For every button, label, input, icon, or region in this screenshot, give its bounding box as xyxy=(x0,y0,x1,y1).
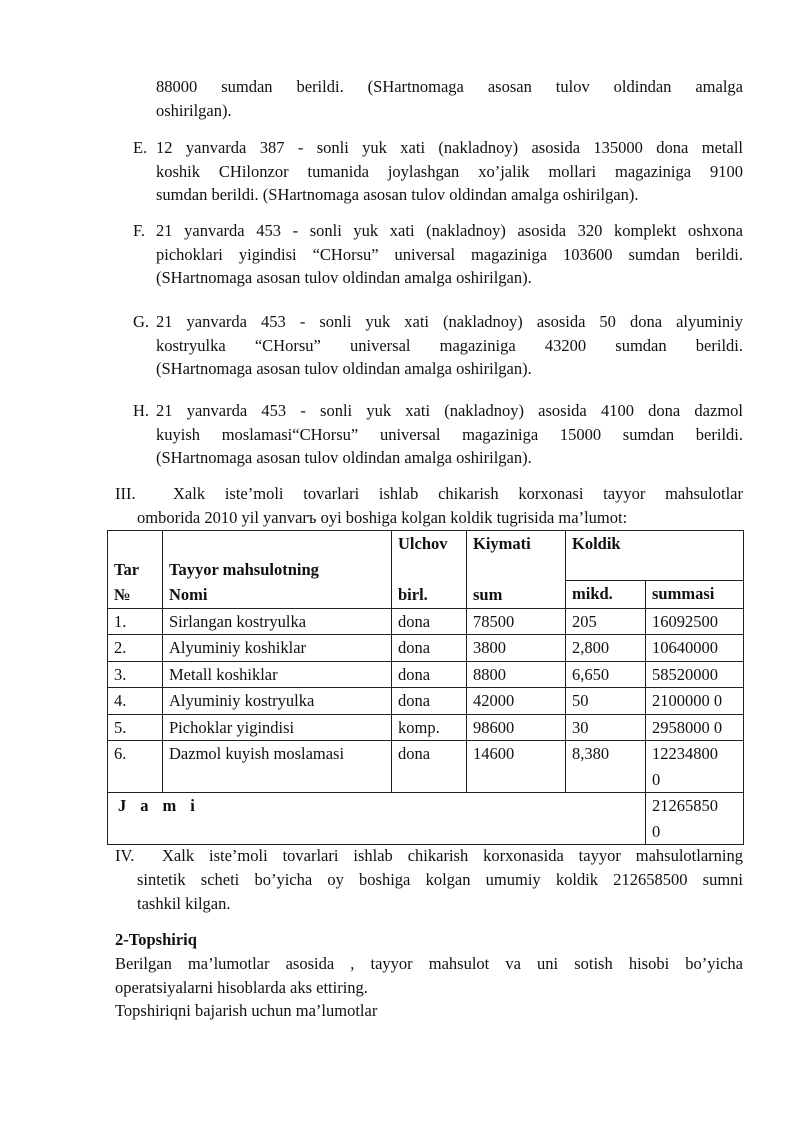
section-4-rest xyxy=(137,868,743,915)
row-5-unit: komp. xyxy=(392,714,467,741)
section-4-line-1-wrap xyxy=(162,844,743,868)
item-e-paragraph xyxy=(156,136,743,207)
row-5-num: 5. xyxy=(108,714,163,741)
row-4-unit: dona xyxy=(392,688,467,715)
header-qty: mikd. xyxy=(566,581,646,609)
table-row xyxy=(108,714,744,741)
task-line-2: operatsiyalarni hisoblarda aks ettiring. xyxy=(115,977,368,997)
item-f-line-3: (SHartnomaga asosan tulov oldindan amalga oshirilgan). xyxy=(156,268,532,288)
row-6-qty: 8,380 xyxy=(566,741,646,793)
section-3-line-2: omborida 2010 yil yanvarъ oyi boshiga kolgan koldik tugrisida ma’lumot: xyxy=(137,508,628,527)
header-value-line-2: sum xyxy=(473,585,503,604)
header-unit-line-2: birl. xyxy=(398,585,428,604)
row-6-sum xyxy=(646,741,744,793)
section-4-line-3: tashkil kilgan. xyxy=(137,893,231,913)
item-g-marker: G. xyxy=(133,312,150,331)
header-value-line-1: Kiymati xyxy=(473,534,531,553)
header-name-line-2: Nomi xyxy=(169,585,208,604)
row-3-sum: 58520000 xyxy=(646,661,744,688)
header-name xyxy=(163,531,392,609)
table-row xyxy=(108,741,744,793)
continuation-paragraph xyxy=(156,75,743,122)
total-letter-i: i xyxy=(190,796,195,815)
task-paragraph xyxy=(115,952,743,1023)
header-name-line-1: Tayyor mahsulotning xyxy=(169,559,319,579)
row-6-value: 14600 xyxy=(467,741,566,793)
header-unit xyxy=(392,531,467,609)
item-h-marker: H. xyxy=(133,401,150,420)
row-4-sum: 2100000 0 xyxy=(646,688,744,715)
item-e-marker: E. xyxy=(133,138,148,157)
row-5-qty: 30 xyxy=(566,714,646,741)
row-6-num: 6. xyxy=(108,741,163,793)
row-3-qty: 6,650 xyxy=(566,661,646,688)
task-title: 2-Topshiriq xyxy=(115,930,197,949)
row-6-unit: dona xyxy=(392,741,467,793)
item-h-paragraph xyxy=(156,399,743,470)
row-2-value: 3800 xyxy=(467,635,566,662)
continuation-line-2: oshirilgan). xyxy=(156,100,232,120)
row-2-name: Alyuminiy koshiklar xyxy=(163,635,392,662)
row-1-unit: dona xyxy=(392,608,467,635)
table-row xyxy=(108,688,744,715)
header-unit-line-1: Ulchov xyxy=(398,534,448,553)
row-1-num: 1. xyxy=(108,608,163,635)
item-f-marker: F. xyxy=(133,221,145,240)
item-g-line-1: 21 yanvarda 453 - sonli yuk xati (nakladnoy) asosida 50 dona alyuminiy xyxy=(156,312,743,331)
item-e-line-2: koshik CHilonzor tumanida joylashgan xo’jalik mollari magaziniga 9100 xyxy=(156,161,743,181)
row-3-value: 8800 xyxy=(467,661,566,688)
row-2-sum: 10640000 xyxy=(646,635,744,662)
row-2-num: 2. xyxy=(108,635,163,662)
section-3-line-1-wrap xyxy=(173,482,743,506)
table-row xyxy=(108,635,744,662)
header-num xyxy=(108,531,163,609)
row-1-value: 78500 xyxy=(467,608,566,635)
row-4-qty: 50 xyxy=(566,688,646,715)
row-6-name: Dazmol kuyish moslamasi xyxy=(163,741,392,793)
row-4-name: Alyuminiy kostryulka xyxy=(163,688,392,715)
row-5-sum: 2958000 0 xyxy=(646,714,744,741)
header-rest: Koldik xyxy=(566,531,744,581)
item-g-paragraph xyxy=(156,310,743,381)
task-line-3: Topshiriqni bajarish uchun ma’lumotlar xyxy=(115,1001,378,1021)
section-3-line-2-wrap xyxy=(137,506,743,530)
section-3-marker: III. xyxy=(115,484,136,503)
total-letter-m: m xyxy=(162,796,177,815)
finished-goods-table xyxy=(107,530,744,845)
section-4-line-2: sintetik scheti bo’yicha oy boshiga kolgan umumiy koldik 212658500 sumni xyxy=(137,870,743,889)
row-3-name: Metall koshiklar xyxy=(163,661,392,688)
continuation-line-1: 88000 sumdan berildi. (SHartnomaga asosan tulov oldindan amalga xyxy=(156,77,743,96)
section-4-marker: IV. xyxy=(115,846,135,865)
row-6-sum-line-2: 0 xyxy=(652,769,661,789)
total-sum-line-2: 0 xyxy=(652,821,661,841)
total-sum xyxy=(646,793,744,845)
header-value xyxy=(467,531,566,609)
section-3-line-1: Xalk iste’moli tovarlari ishlab chikarish korxonasi tayyor mahsulotlar xyxy=(173,484,743,503)
item-h-line-2: kuyish moslamasi“CHorsu” universal magaziniga 15000 sumdan berildi. xyxy=(156,424,743,444)
row-3-unit: dona xyxy=(392,661,467,688)
item-h-line-3: (SHartnomaga asosan tulov oldindan amalga oshirilgan). xyxy=(156,448,532,468)
row-5-value: 98600 xyxy=(467,714,566,741)
row-1-qty: 205 xyxy=(566,608,646,635)
row-5-name: Pichoklar yigindisi xyxy=(163,714,392,741)
item-g-line-3: (SHartnomaga asosan tulov oldindan amalga oshirilgan). xyxy=(156,359,532,379)
item-f-paragraph xyxy=(156,219,743,290)
header-num-line-1: Tar xyxy=(114,559,140,579)
item-e-line-1: 12 yanvarda 387 - sonli yuk xati (nakladnoy) asosida 135000 dona metall xyxy=(156,138,743,157)
header-num-line-2: № xyxy=(114,585,131,604)
total-letter-j: J xyxy=(118,796,127,815)
row-1-sum: 16092500 xyxy=(646,608,744,635)
header-sum: summasi xyxy=(646,581,744,609)
item-g-line-2: kostryulka “CHorsu” universal magaziniga 43200 sumdan berildi. xyxy=(156,335,743,355)
total-sum-line-1: 21265850 xyxy=(652,796,718,815)
item-f-line-2: pichoklari yigindisi “CHorsu” universal magaziniga 103600 sumdan berildi. xyxy=(156,244,743,264)
row-1-name: Sirlangan kostryulka xyxy=(163,608,392,635)
total-label xyxy=(108,793,646,845)
task-line-1: Berilgan ma’lumotlar asosida , tayyor mahsulot va uni sotish hisobi bo’yicha xyxy=(115,954,743,973)
row-2-qty: 2,800 xyxy=(566,635,646,662)
total-letter-a: a xyxy=(140,796,149,815)
table-row xyxy=(108,661,744,688)
item-h-line-1: 21 yanvarda 453 - sonli yuk xati (nakladnoy) asosida 4100 dona dazmol xyxy=(156,401,743,420)
row-4-value: 42000 xyxy=(467,688,566,715)
item-e-line-3: sumdan berildi. (SHartnomaga asosan tulov oldindan amalga oshirilgan). xyxy=(156,185,639,205)
row-3-num: 3. xyxy=(108,661,163,688)
row-4-num: 4. xyxy=(108,688,163,715)
section-4-line-1: Xalk iste’moli tovarlari ishlab chikarish korxonasida tayyor mahsulotlarning xyxy=(162,846,743,865)
item-f-line-1: 21 yanvarda 453 - sonli yuk xati (nakladnoy) asosida 320 komplekt oshxona xyxy=(156,221,743,240)
row-2-unit: dona xyxy=(392,635,467,662)
table-header-row-1 xyxy=(108,531,744,581)
table-row xyxy=(108,608,744,635)
table-total-row xyxy=(108,793,744,845)
row-6-sum-line-1: 12234800 xyxy=(652,744,718,763)
